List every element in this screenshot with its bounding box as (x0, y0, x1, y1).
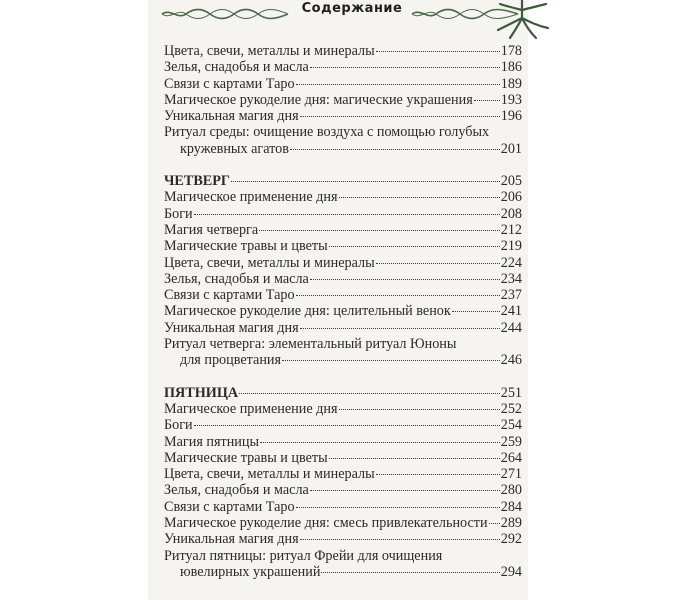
toc-entry-continuation: для процветания (180, 352, 282, 369)
leader-dots (290, 149, 500, 150)
toc-entry[interactable]: Магическое рукоделие дня: смесь привлекательности 289 (164, 515, 522, 532)
page-number: 237 (500, 287, 522, 304)
leader-dots (259, 230, 500, 231)
leader-dots (296, 507, 500, 508)
page-number: 234 (500, 270, 522, 287)
leader-dots (231, 181, 500, 182)
leader-dots (489, 523, 500, 524)
section-gap (164, 157, 522, 173)
leader-dots (296, 295, 500, 296)
toc-entry[interactable]: Магия четверга 212 (164, 221, 522, 238)
page-number: 264 (500, 449, 522, 466)
leader-dots (329, 458, 500, 459)
leader-dots (194, 214, 500, 215)
page-number: 280 (500, 482, 522, 499)
toc-entry-continuation: кружевных агатов (180, 140, 289, 157)
leader-dots (300, 328, 500, 329)
toc-entry[interactable]: Магическое применение дня 252 (164, 400, 522, 417)
page-number: 271 (500, 466, 522, 483)
leader-dots (376, 51, 500, 52)
leader-dots (310, 279, 500, 280)
page-number: 244 (500, 319, 522, 336)
toc-entry[interactable]: Связи с картами Таро 189 (164, 75, 522, 92)
toc-entry[interactable]: Цвета, свечи, металлы и минералы 224 (164, 254, 522, 271)
leader-dots (452, 311, 500, 312)
toc-entry-title: Ритуал четверга: элементальный ритуал Юноны (164, 336, 457, 353)
page-number: 254 (500, 417, 522, 434)
toc-entry[interactable]: Зелья, снадобья и масла 234 (164, 270, 522, 287)
page-number: 252 (500, 400, 522, 417)
page-number: 186 (500, 59, 522, 76)
page-number: 219 (500, 238, 522, 255)
leader-dots (339, 197, 500, 198)
leader-dots (296, 84, 500, 85)
toc-entry[interactable]: Связи с картами Таро 237 (164, 287, 522, 304)
page-number: 196 (500, 108, 522, 125)
toc-entry[interactable]: Зелья, снадобья и масла 186 (164, 59, 522, 76)
page-number: 206 (500, 189, 522, 206)
leader-dots (376, 474, 500, 475)
leader-dots (310, 490, 500, 491)
toc-entry[interactable]: Магическое рукоделие дня: целительный венок 241 (164, 303, 522, 320)
toc-section-heading[interactable]: ЧЕТВЕРГ 205 (164, 173, 522, 190)
toc-section-heading[interactable]: ПЯТНИЦА 251 (164, 384, 522, 401)
leader-dots (300, 116, 500, 117)
page-number: 284 (500, 498, 522, 515)
page-number: 246 (500, 352, 522, 369)
toc-entry[interactable]: Магическое применение дня 206 (164, 189, 522, 206)
toc-entry-multiline[interactable] (164, 124, 522, 157)
toc-entry[interactable]: Цвета, свечи, металлы и минералы 178 (164, 43, 522, 59)
leader-dots (329, 246, 500, 247)
page-number: 193 (500, 91, 522, 108)
section-gap (164, 369, 522, 385)
toc-entry[interactable]: Магическое рукоделие дня: магические украшения 193 (164, 91, 522, 108)
toc-entry-continuation: ювелирных украшений (180, 563, 321, 580)
leader-dots (194, 425, 500, 426)
leader-dots (339, 409, 500, 410)
page-number: 292 (500, 531, 522, 548)
toc-entry[interactable]: Уникальная магия дня 196 (164, 108, 522, 125)
leader-dots (474, 100, 500, 101)
page-number: 201 (500, 140, 522, 157)
toc-entry-title: Ритуал среды: очищение воздуха с помощью голубых (164, 124, 490, 141)
toc-entry-multiline[interactable] (164, 548, 522, 581)
toc-entry[interactable]: Связи с картами Таро 284 (164, 498, 522, 515)
page-number: 189 (500, 75, 522, 92)
leader-dots (376, 263, 500, 264)
leader-dots (260, 442, 500, 443)
toc-entry[interactable]: Магические травы и цветы 219 (164, 238, 522, 255)
page-number: 205 (500, 173, 522, 190)
toc-entry[interactable]: Уникальная магия дня 244 (164, 319, 522, 336)
vine-ornament-icon (160, 6, 290, 22)
toc-group (164, 385, 522, 581)
toc-entry[interactable]: Уникальная магия дня 292 (164, 531, 522, 548)
leader-dots (239, 393, 500, 394)
page-number: 251 (500, 384, 522, 401)
tree-roots-icon (492, 0, 552, 40)
toc-entry[interactable]: Зелья, снадобья и масла 280 (164, 482, 522, 499)
toc-entry[interactable]: Цвета, свечи, металлы и минералы 271 (164, 466, 522, 483)
page-number: 259 (500, 433, 522, 450)
toc-entry-title: Ритуал пятницы: ритуал Фрейи для очищения (164, 547, 443, 564)
toc-entry[interactable]: Магические травы и цветы 264 (164, 449, 522, 466)
toc-title: Содержание (301, 1, 403, 16)
toc-group (164, 173, 522, 369)
page-number: 212 (500, 221, 522, 238)
page-number: 178 (500, 43, 522, 59)
table-of-contents (164, 43, 522, 580)
page-number: 289 (500, 515, 522, 532)
leader-dots (321, 572, 499, 573)
leader-dots (300, 539, 500, 540)
page-header (160, 0, 520, 26)
page-number: 241 (500, 303, 522, 320)
toc-entry-multiline[interactable] (164, 336, 522, 369)
leader-dots (282, 360, 500, 361)
toc-entry[interactable]: Магия пятницы 259 (164, 433, 522, 450)
toc-group (164, 43, 522, 157)
page-number: 208 (500, 205, 522, 222)
leader-dots (310, 67, 500, 68)
toc-entry[interactable]: Боги 208 (164, 205, 522, 222)
page-number: 294 (500, 563, 522, 580)
page-number: 224 (500, 254, 522, 271)
toc-entry[interactable]: Боги 254 (164, 417, 522, 434)
